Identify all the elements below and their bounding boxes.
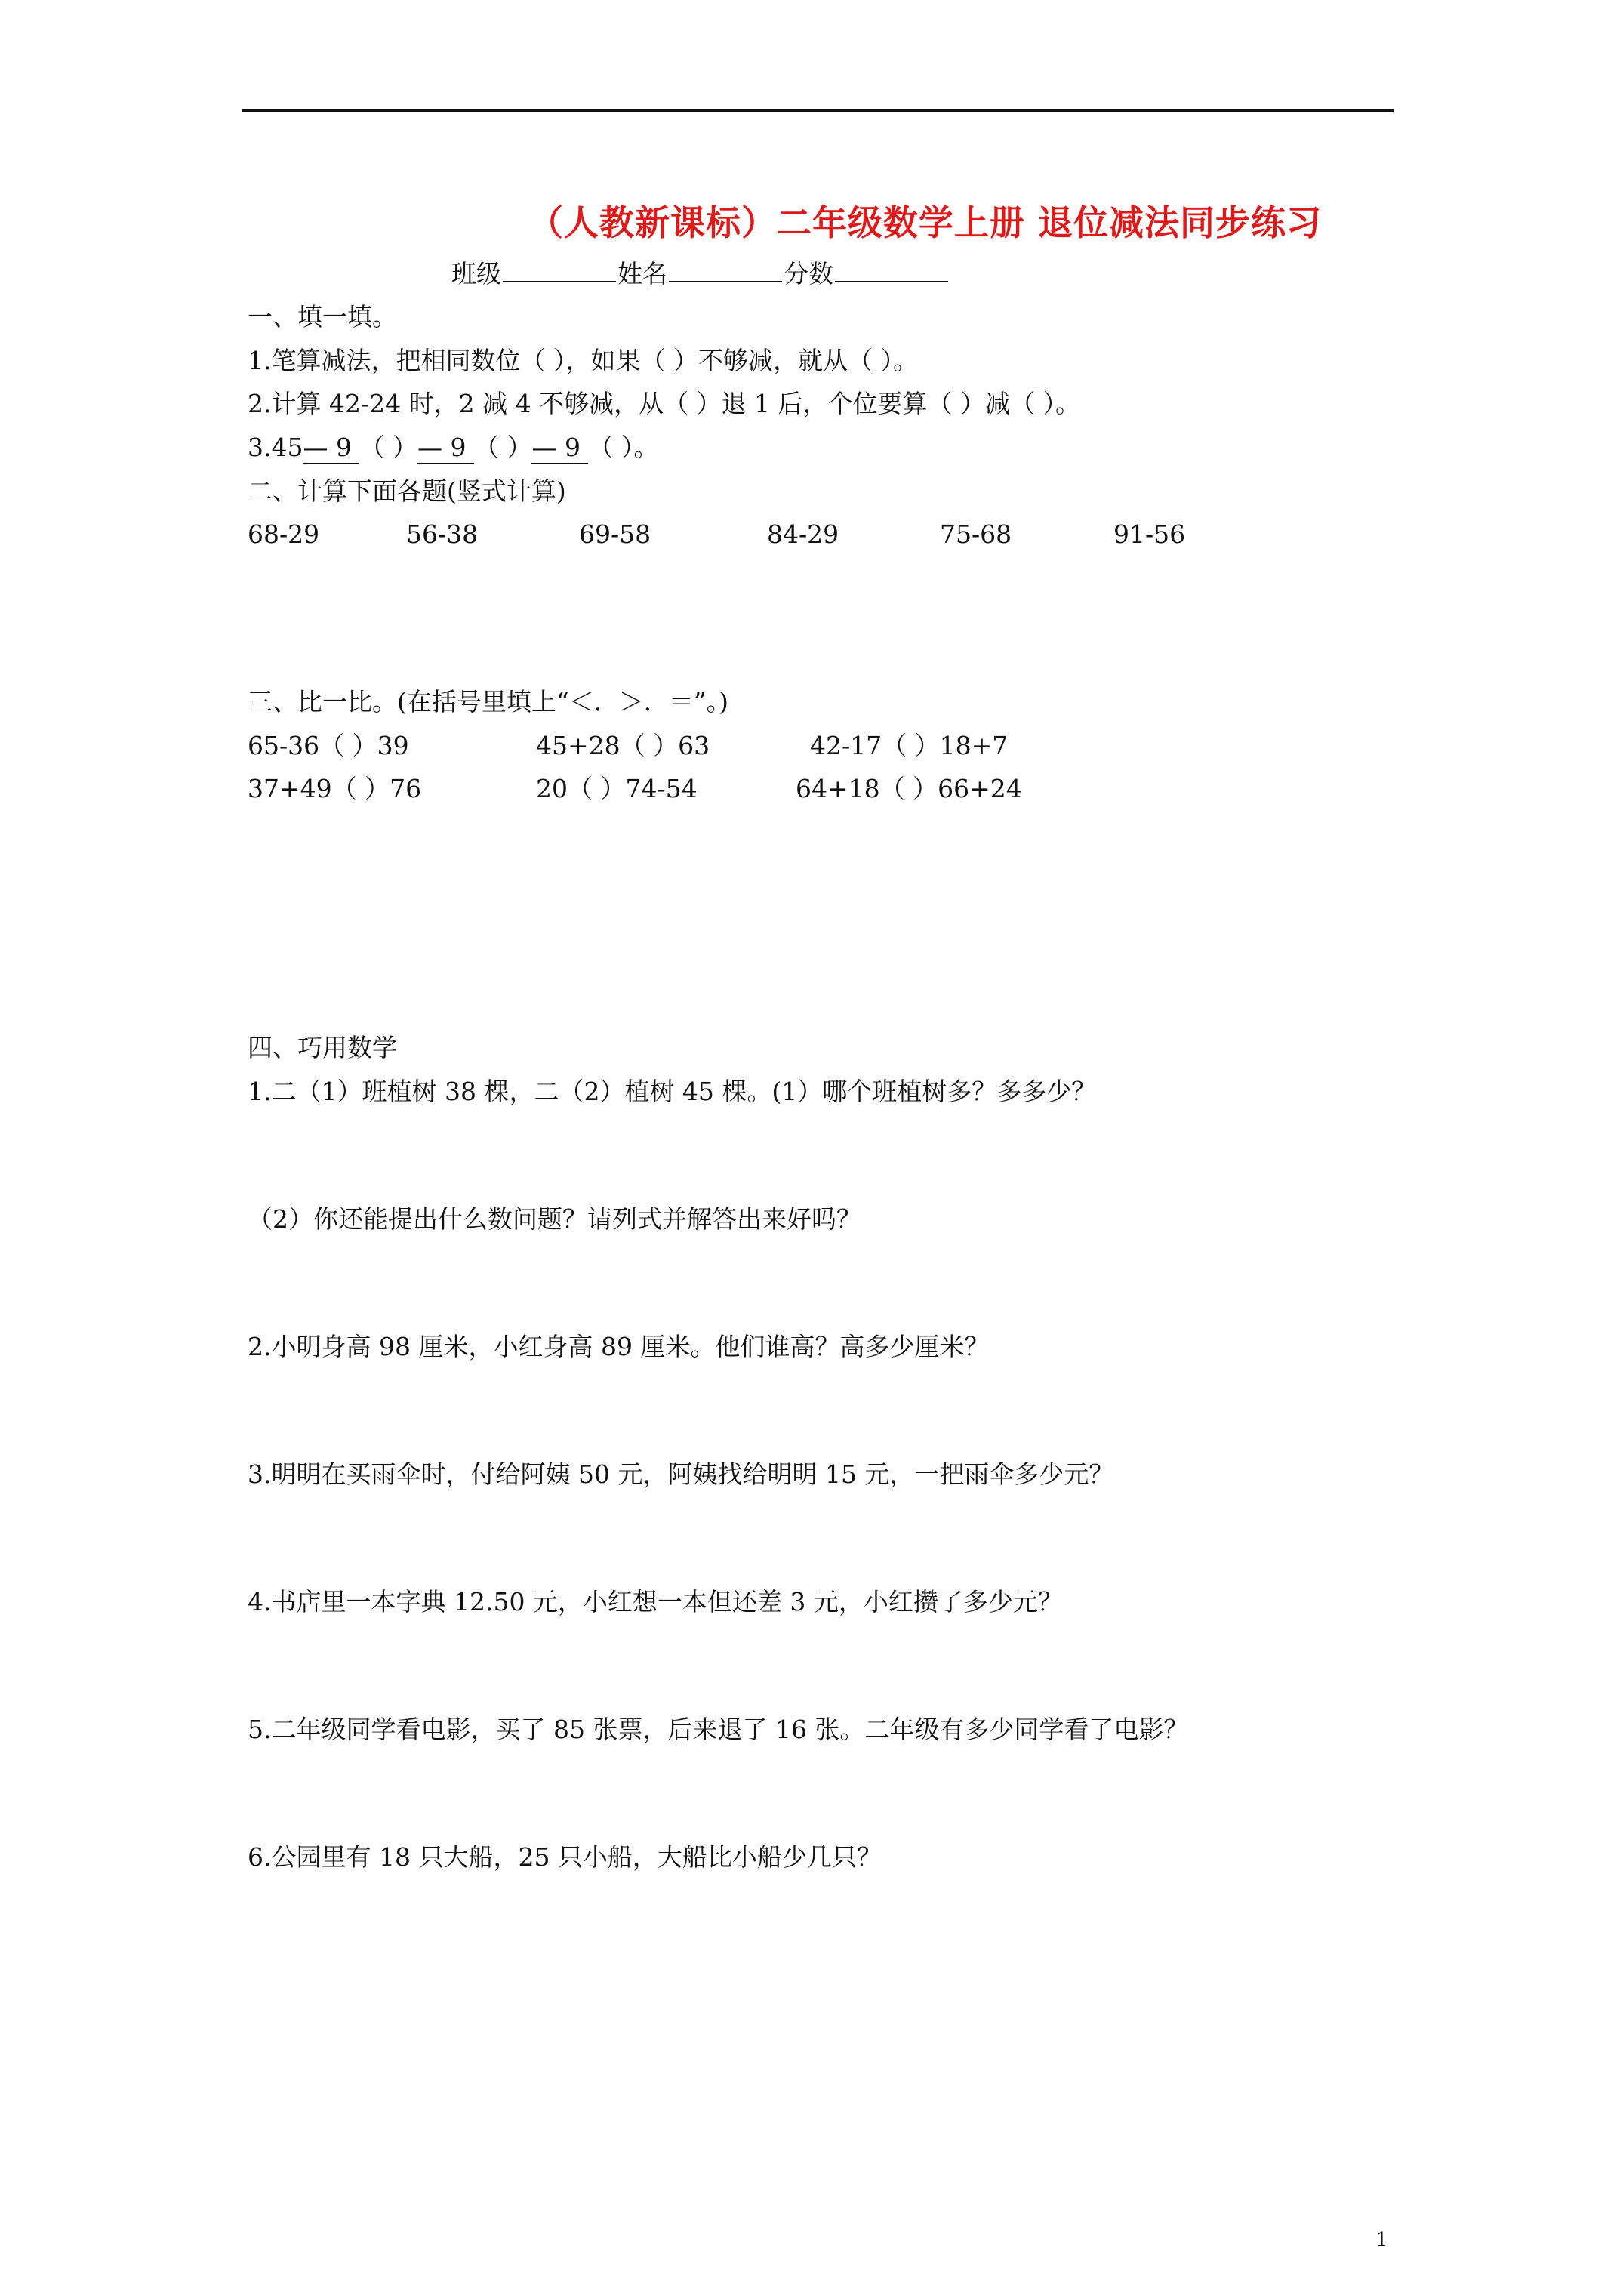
class-label: 班级 [451, 259, 501, 288]
name-label: 姓名 [617, 259, 667, 288]
calc-problem: 75-68 [940, 519, 1012, 549]
section4-heading: 四、巧用数学 [248, 1033, 397, 1062]
q3-minus-9-b: — 9 [417, 433, 474, 464]
calc-problem: 69-58 [579, 519, 651, 549]
name-blank[interactable] [669, 258, 782, 282]
score-label: 分数 [784, 259, 833, 288]
section2-heading: 二、计算下面各题(竖式计算) [248, 476, 566, 506]
section1-heading: 一、填一填。 [248, 302, 397, 331]
word-problem-3: 3.明明在买雨伞时，付给阿姨 50 元，阿姨找给明明 15 元，一把雨伞多少元？ [248, 1459, 1114, 1489]
compare-item: 45+28（ ）63 [536, 731, 710, 760]
section1-question-3 [248, 433, 658, 463]
page-number: 1 [1375, 2229, 1388, 2251]
section3-heading: 三、比一比。(在括号里填上“＜．＞．＝”。) [248, 687, 728, 717]
q3-prefix: 3.45 [248, 433, 303, 462]
compare-item: 42-17（ ）18+7 [810, 731, 1009, 760]
calc-problem: 91-56 [1113, 519, 1186, 549]
q3-blank-b: （ ） [473, 433, 532, 462]
word-problem-4: 4.书店里一本字典 12.50 元，小红想一本但还差 3 元，小红攒了多少元？ [248, 1587, 1063, 1616]
compare-item: 20（ ）74-54 [536, 774, 698, 803]
word-problem-6: 6.公园里有 18 只大船，25 只小船，大船比小船少几只？ [248, 1842, 882, 1872]
class-blank[interactable] [503, 258, 616, 282]
score-blank[interactable] [835, 258, 948, 282]
word-problem-1-part-2: （2）你还能提出什么数问题？请列式并解答出来好吗？ [248, 1204, 861, 1234]
q3-blank-a: （ ） [359, 433, 417, 462]
q3-minus-9-c: — 9 [531, 433, 588, 464]
calc-problem: 84-29 [767, 519, 839, 549]
compare-item: 37+49（ ）76 [248, 774, 422, 803]
word-problem-2: 2.小明身高 98 厘米，小红身高 89 厘米。他们谁高？高多少厘米？ [248, 1332, 990, 1361]
calc-problem: 56-38 [406, 519, 479, 549]
section1-question-2: 2.计算 42-24 时，2 减 4 不够减，从（ ）退 1 后，个位要算（ ）减（ ）。 [248, 389, 1081, 418]
student-info-line [451, 258, 950, 289]
word-problem-1: 1.二（1）班植树 38 棵，二（2）植树 45 棵。(1）哪个班植树多？多多少？ [248, 1077, 1097, 1106]
q3-minus-9-a: — 9 [303, 433, 359, 464]
word-problem-5: 5.二年级同学看电影，买了 85 张票，后来退了 16 张。二年级有多少同学看了电影？ [248, 1715, 1189, 1744]
calc-problem: 68-29 [248, 519, 320, 549]
page-title: （人教新课标）二年级数学上册 退位减法同步练习 [528, 202, 1323, 243]
q3-blank-c: （ ）。 [588, 433, 659, 462]
header-rule [242, 109, 1394, 112]
compare-item: 64+18（ ）66+24 [796, 774, 1022, 803]
section1-question-1: 1.笔算减法，把相同数位（ ），如果（ ）不够减，就从（ ）。 [248, 346, 918, 375]
compare-item: 65-36（ ）39 [248, 731, 409, 760]
